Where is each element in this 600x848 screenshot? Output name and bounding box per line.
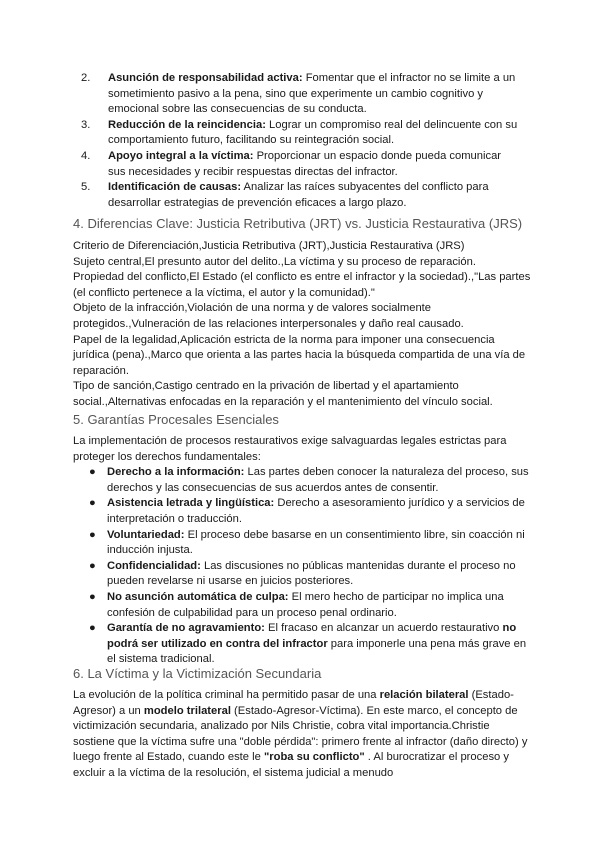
list-item-title: Asistencia letrada y lingüística: (107, 497, 275, 510)
list-item-title: Apoyo integral a la víctima: (108, 149, 254, 162)
emphasis: relación bilateral (379, 689, 469, 701)
bullet-icon: ● (89, 622, 96, 635)
section-heading: 5. Garantías Procesales Esenciales (73, 412, 279, 427)
section-4 (0, 215, 600, 411)
list-number: 3. (81, 118, 91, 131)
list-item (0, 496, 533, 527)
list-item-text: Las discusiones no públicas mantenidas durante el proceso no pueden revelarse ni usarse en juicios posteriores. (107, 559, 516, 588)
list-item (0, 528, 533, 559)
emphasis: modelo trilateral (143, 704, 231, 717)
bullet-icon: ● (89, 497, 96, 510)
emphasis: no podrá ser utilizado en contra del infractor (107, 622, 517, 650)
list-item (0, 465, 533, 496)
bullet-icon: ● (89, 528, 96, 541)
list-item-title: Asunción de responsabilidad activa: (108, 72, 303, 84)
list-item-title: Garantía de no agravamiento: (107, 622, 265, 635)
paragraph (0, 688, 533, 782)
list-item-title: Identificación de causas: (108, 181, 242, 194)
paragraph: Papel de la legalidad,Aplicación estricta de la norma para imponer una consecuencia jurídica (pena).,Marco que orienta a las partes hacia la búsqueda compartida de una vía de reparación. (73, 333, 526, 377)
text-run: La evolución de la política criminal ha permitido pasar de una (73, 689, 380, 701)
bullet-icon: ● (89, 590, 96, 603)
list-item (0, 590, 533, 621)
bullet-icon: ● (89, 559, 96, 572)
section-6 (0, 665, 600, 782)
list-item-text: Analizar las raíces subyacentes del conflicto para desarrollar estrategias de prevención eficaces a largo plazo. (108, 181, 489, 209)
paragraph: La implementación de procesos restaurativos exige salvaguardas legales estrictas para proteger los derechos fundamentales: (73, 435, 507, 463)
section-heading: 6. La Víctima y la Victimización Secundaria (73, 666, 322, 681)
text-run: (Estado-Agresor-Víctima). En este marco, el concepto de victimización secundaria, analizado por Nils Christie, cobra vital importancia.Christie sostiene que la víctima sufre una "doble pérdida": primero frente al infractor (daño directo) y luego frente al Estado, cuando este le (73, 704, 528, 764)
list-item-text: El fracaso en alcanzar un acuerdo restaurativo (264, 622, 503, 635)
section-heading: 4. Diferencias Clave: Justicia Retributiva (JRT) vs. Justicia Restaurativa (JRS) (73, 216, 523, 231)
bullet-icon: ● (89, 466, 96, 479)
paragraph: Sujeto central,El presunto autor del delito.,La víctima y su proceso de reparación. (73, 255, 476, 268)
list-number: 5. (81, 181, 91, 194)
list-number: 4. (81, 149, 91, 162)
list-item-text: Proporcionar un espacio donde pueda comunicar sus necesidades y recibir respuestas directas del infractor. (108, 149, 502, 178)
list-number: 2. (81, 72, 91, 84)
text-run: (Estado-Agresor) a un (73, 689, 514, 717)
list-item-title: Voluntariedad: (107, 528, 185, 541)
text-run: . Al burocratizar el proceso y excluir a la víctima de la resolución, el sistema judicial a menudo (73, 751, 509, 779)
numbered-list-block (0, 71, 600, 211)
list-item-title: Reducción de la reincidencia: (108, 118, 266, 131)
list-item-title: Derecho a la información: (107, 466, 245, 479)
list-item-text: Fomentar que el infractor no se limite a un sometimiento pasivo a la pena, sino que experimente un cambio cognitivo y emocional sobre las consecuencias de su conducta. (108, 72, 516, 116)
list-item (0, 71, 518, 118)
paragraph: Propiedad del conflicto,El Estado (el conflicto es entre el infractor y la sociedad).,"Las partes (el conflicto pertenece a la víctima, el autor y la comunidad)." (73, 271, 531, 299)
numbered-list (0, 71, 600, 211)
list-item (0, 149, 518, 180)
emphasis: "roba su conflicto" (263, 751, 365, 764)
list-item (0, 180, 518, 211)
list-item-text: Lograr un compromiso real del delincuente con su comportamiento futuro, facilitando su reintegración social. (108, 118, 518, 147)
paragraph: Objeto de la infracción,Violación de una norma y de valores socialmente protegidos.,Vulneración de las relaciones interpersonales y daño real causado. (73, 302, 464, 330)
paragraph: Tipo de sanción,Castigo centrado en la privación de libertad y el apartamiento social.,Alternativas enfocadas en la reparación y el mantenimiento del vínculo social. (73, 380, 493, 408)
list-item-title: No asunción automática de culpa: (107, 590, 289, 603)
list-item-text: Derecho a asesoramiento jurídico y a servicios de interpretación o traducción. (107, 497, 525, 525)
list-item-text: Las partes deben conocer la naturaleza del proceso, sus derechos y las consecuencias de sus acuerdos antes de consentir. (107, 466, 529, 494)
bullet-list (0, 465, 600, 668)
list-item-text: para imponerle una pena más grave en el sistema tradicional. (107, 637, 527, 666)
list-item-text: El proceso debe basarse en un consentimiento libre, sin coacción ni inducción injusta. (107, 528, 525, 557)
list-item-text: El mero hecho de participar no implica una confesión de culpabilidad para un proceso penal ordinario. (107, 590, 504, 619)
list-item (0, 559, 533, 590)
list-item-title: Confidencialidad: (107, 559, 201, 572)
paragraph: Criterio de Diferenciación,Justicia Retributiva (JRT),Justicia Restaurativa (JRS) (73, 240, 465, 252)
list-item (0, 118, 518, 149)
list-item (0, 621, 533, 668)
section-5 (0, 411, 600, 668)
